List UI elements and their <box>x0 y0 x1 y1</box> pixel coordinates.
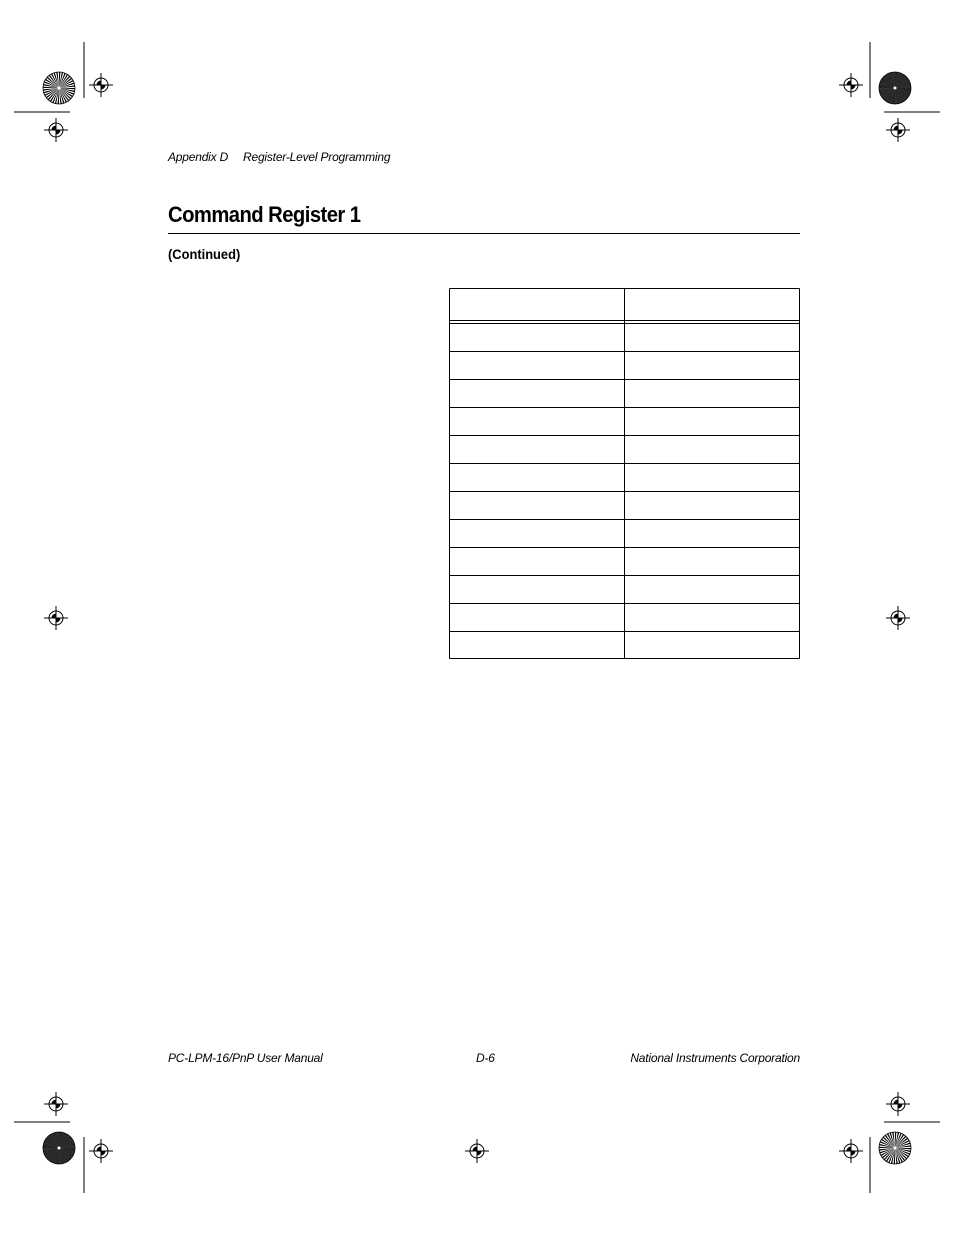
header-section: Register-Level Programming <box>243 150 391 164</box>
footer-page-number: D-6 <box>476 1051 495 1065</box>
starburst-mark-icon <box>879 1132 911 1164</box>
crosshair-mark-icon <box>465 1139 489 1163</box>
footer-manual: PC-LPM-16/PnP User Manual <box>168 1051 323 1065</box>
crosshair-mark-icon <box>89 73 113 97</box>
page-subtitle: (Continued) <box>168 246 241 262</box>
crosshair-mark-icon <box>886 1092 910 1116</box>
crosshair-mark-icon <box>839 73 863 97</box>
crosshair-mark-icon <box>89 1139 113 1163</box>
register-table <box>449 288 800 659</box>
crosshair-mark-icon <box>44 1092 68 1116</box>
starburst-mark-icon <box>43 1132 75 1164</box>
crosshair-mark-icon <box>886 118 910 142</box>
starburst-mark-icon <box>43 72 75 104</box>
title-rule <box>168 233 800 234</box>
starburst-mark-icon <box>879 72 911 104</box>
crosshair-mark-icon <box>44 118 68 142</box>
crosshair-mark-icon <box>44 606 68 630</box>
footer-corporation: National Instruments Corporation <box>630 1051 800 1065</box>
page-title: Command Register 1 <box>168 202 361 227</box>
crosshair-mark-icon <box>839 1139 863 1163</box>
crosshair-mark-icon <box>886 606 910 630</box>
header-appendix: Appendix D <box>168 150 229 164</box>
